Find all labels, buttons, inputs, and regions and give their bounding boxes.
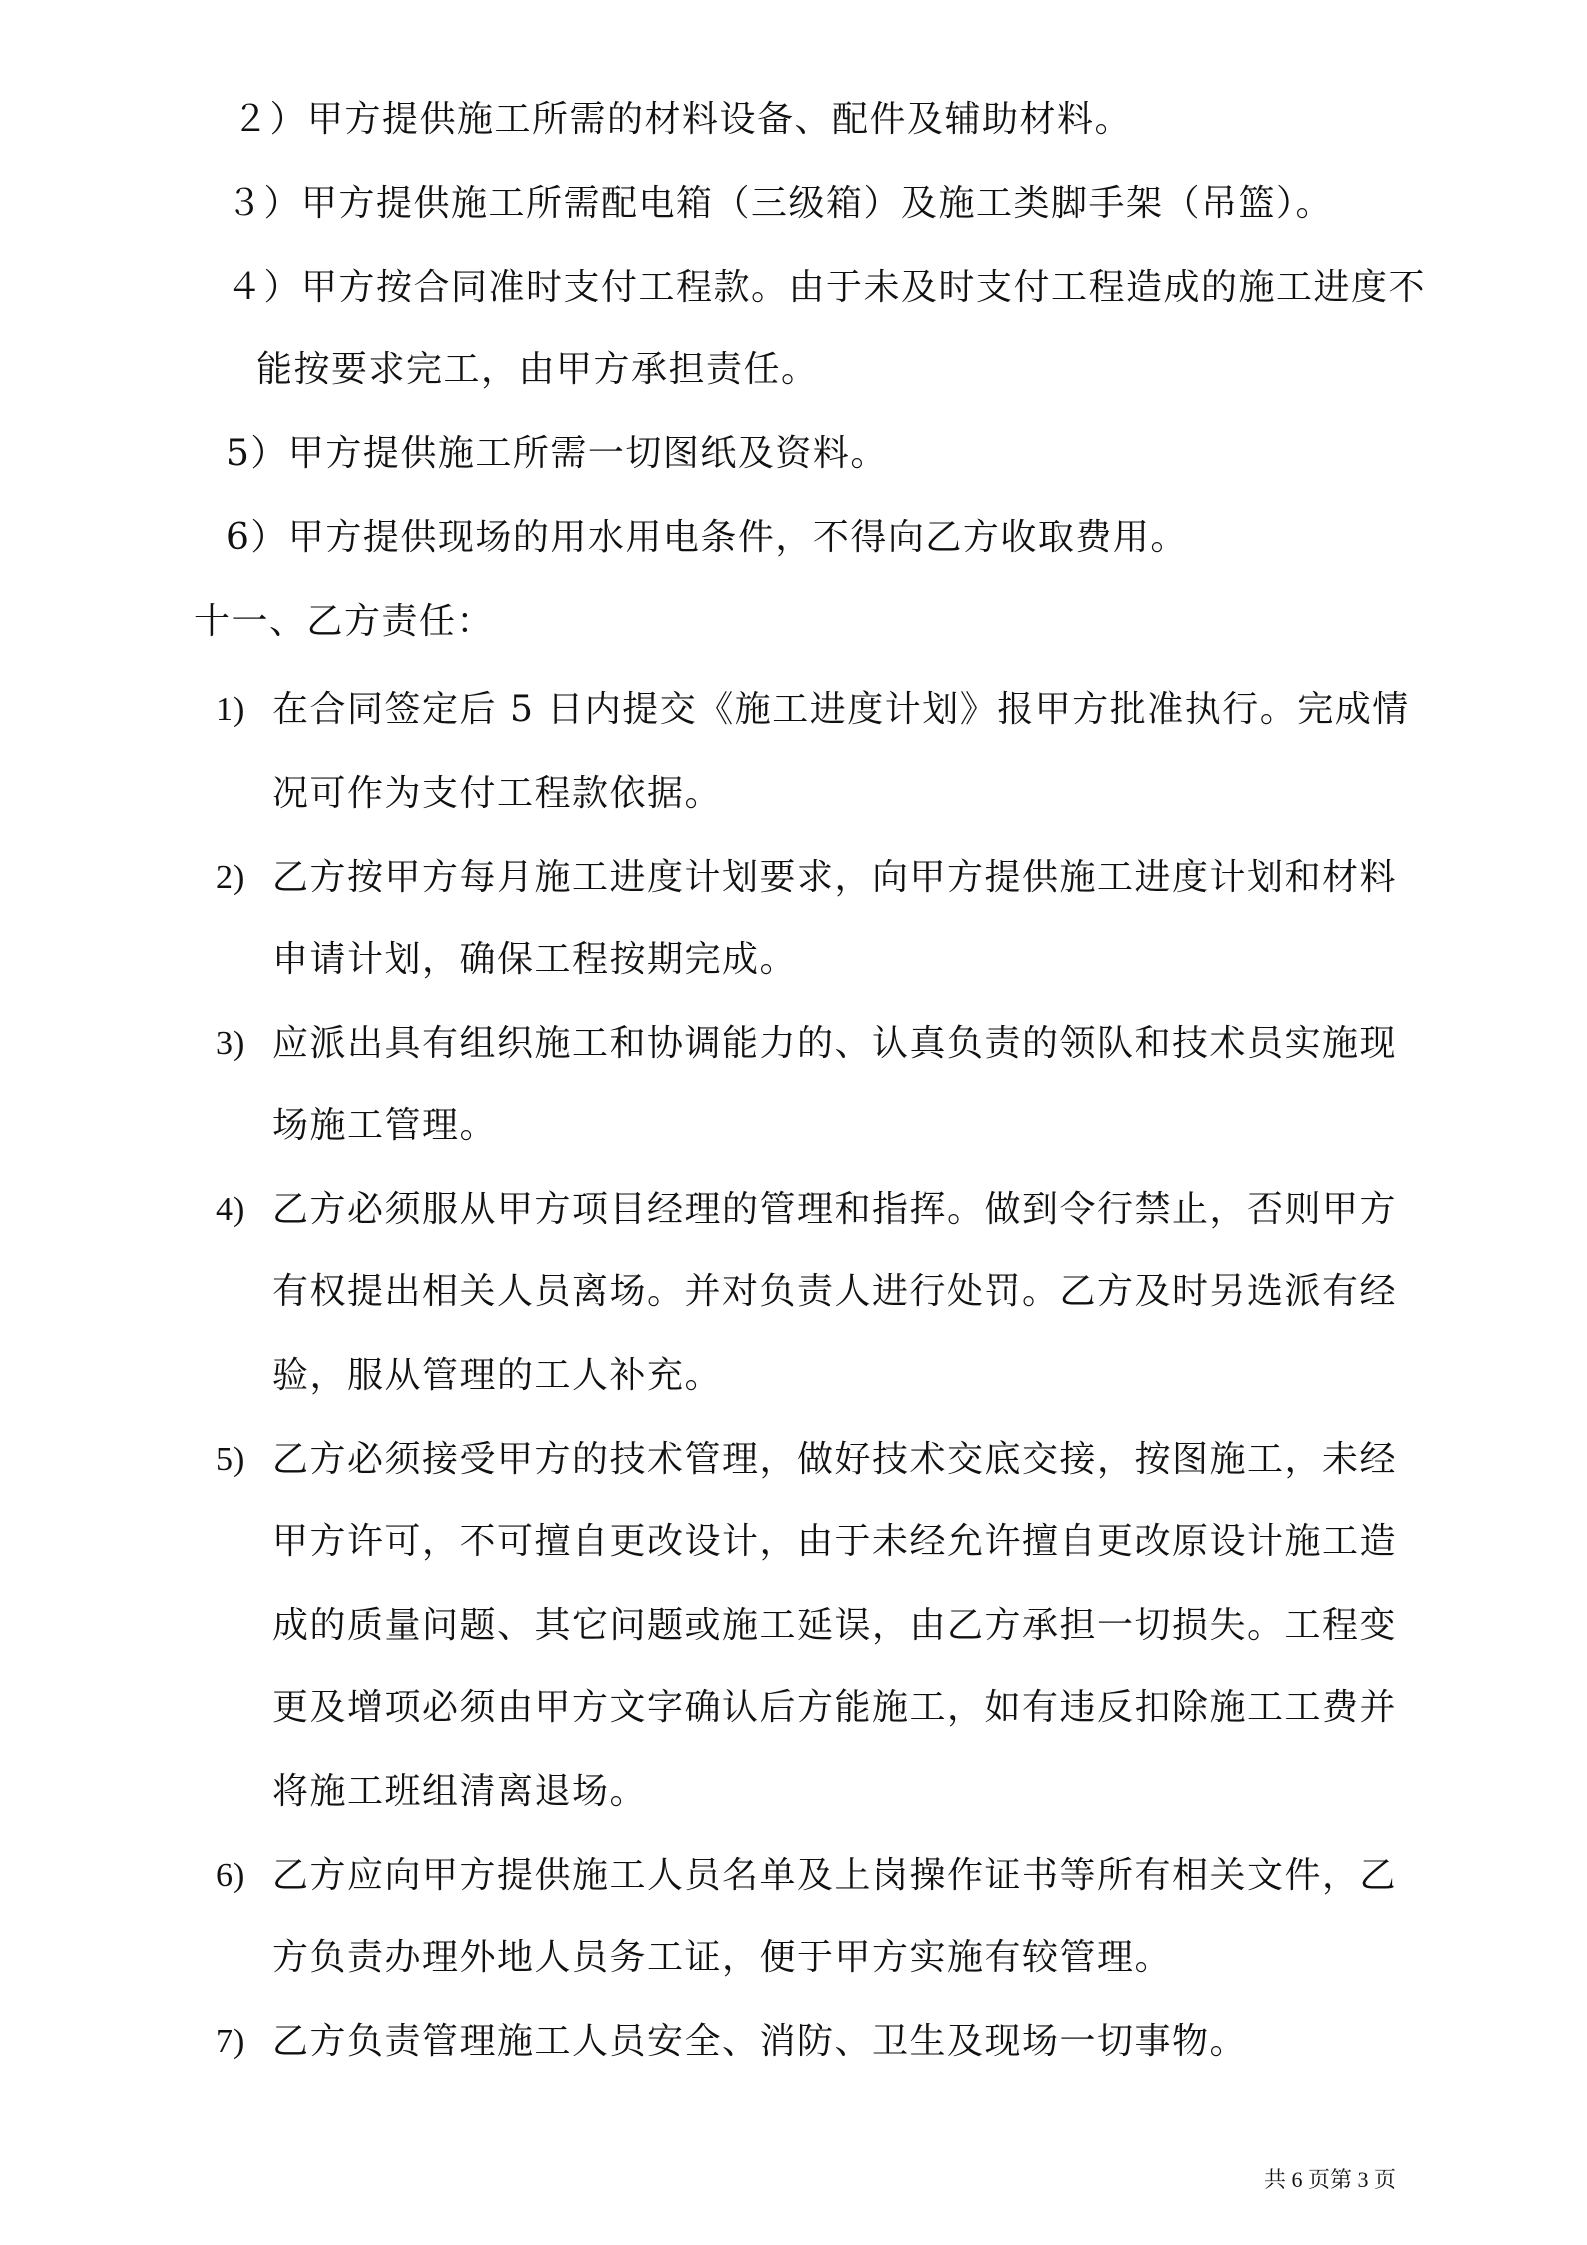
list-item-line: 有权提出相关人员离场。并对负责人进行处罚。乙方及时另选派有经 <box>272 1271 1398 1312</box>
list-item-line: 况可作为支付工程款依据。 <box>272 773 723 814</box>
list-item-line: 将施工班组清离退场。 <box>272 1771 648 1812</box>
list-item-line: 成的质量问题、其它问题或施工延误，由乙方承担一切损失。工程变 <box>272 1605 1398 1646</box>
page-number-footer: 共 6 页第 3 页 <box>1264 2167 1397 2192</box>
list-item-line: 应派出具有组织施工和协调能力的、认真负责的领队和技术员实施现 <box>272 1023 1398 1064</box>
list-item-line: 甲方许可，不可擅自更改设计，由于未经允许擅自更改原设计施工造 <box>272 1521 1398 1562</box>
list-marker: 1) <box>216 691 245 728</box>
list-marker: 5) <box>216 1441 245 1478</box>
party-a-item-3: ３）甲方提供施工所需配电箱（三级箱）及施工类脚手架（吊篮）。 <box>226 183 1334 224</box>
party-a-item-2: ２）甲方提供施工所需的材料设备、配件及辅助材料。 <box>232 99 1133 140</box>
list-item-line: 乙方必须接受甲方的技术管理，做好技术交底交接，按图施工，未经 <box>272 1439 1398 1480</box>
list-item-line: 乙方应向甲方提供施工人员名单及上岗操作证书等所有相关文件，乙 <box>272 1855 1398 1896</box>
list-item-line: 更及增项必须由甲方文字确认后方能施工，如有违反扣除施工工费并 <box>272 1687 1398 1728</box>
list-marker: 3) <box>216 1025 245 1062</box>
party-a-item-5: 5）甲方提供施工所需一切图纸及资料。 <box>226 433 888 474</box>
section-heading: 十一、乙方责任： <box>194 601 495 642</box>
list-item-line: 方负责办理外地人员务工证，便于甲方实施有较管理。 <box>272 1937 1173 1978</box>
list-marker: 4) <box>216 1191 245 1228</box>
list-item-line: 乙方负责管理施工人员安全、消防、卫生及现场一切事物。 <box>272 2021 1248 2062</box>
list-item-line: 申请计划，确保工程按期完成。 <box>272 939 798 980</box>
list-item-line: 验，服从管理的工人补充。 <box>272 1355 723 1396</box>
list-item-line: 乙方按甲方每月施工进度计划要求，向甲方提供施工进度计划和材料 <box>272 857 1398 898</box>
list-item-line: 场施工管理。 <box>272 1105 498 1146</box>
party-a-item-4: ４）甲方按合同准时支付工程款。由于未及时支付工程造成的施工进度不 <box>226 267 1427 308</box>
list-marker: 2) <box>216 859 245 896</box>
list-item-line: 在合同签定后 5 日内提交《施工进度计划》报甲方批准执行。完成情 <box>272 689 1410 730</box>
party-a-item-6: 6）甲方提供现场的用水用电条件，不得向乙方收取费用。 <box>226 517 1188 558</box>
list-marker: 6) <box>216 1857 245 1894</box>
list-item-line: 乙方必须服从甲方项目经理的管理和指挥。做到令行禁止，否则甲方 <box>272 1189 1398 1230</box>
list-marker: 7) <box>216 2023 245 2060</box>
party-a-item-4-continued: 能按要求完工，由甲方承担责任。 <box>256 349 819 390</box>
